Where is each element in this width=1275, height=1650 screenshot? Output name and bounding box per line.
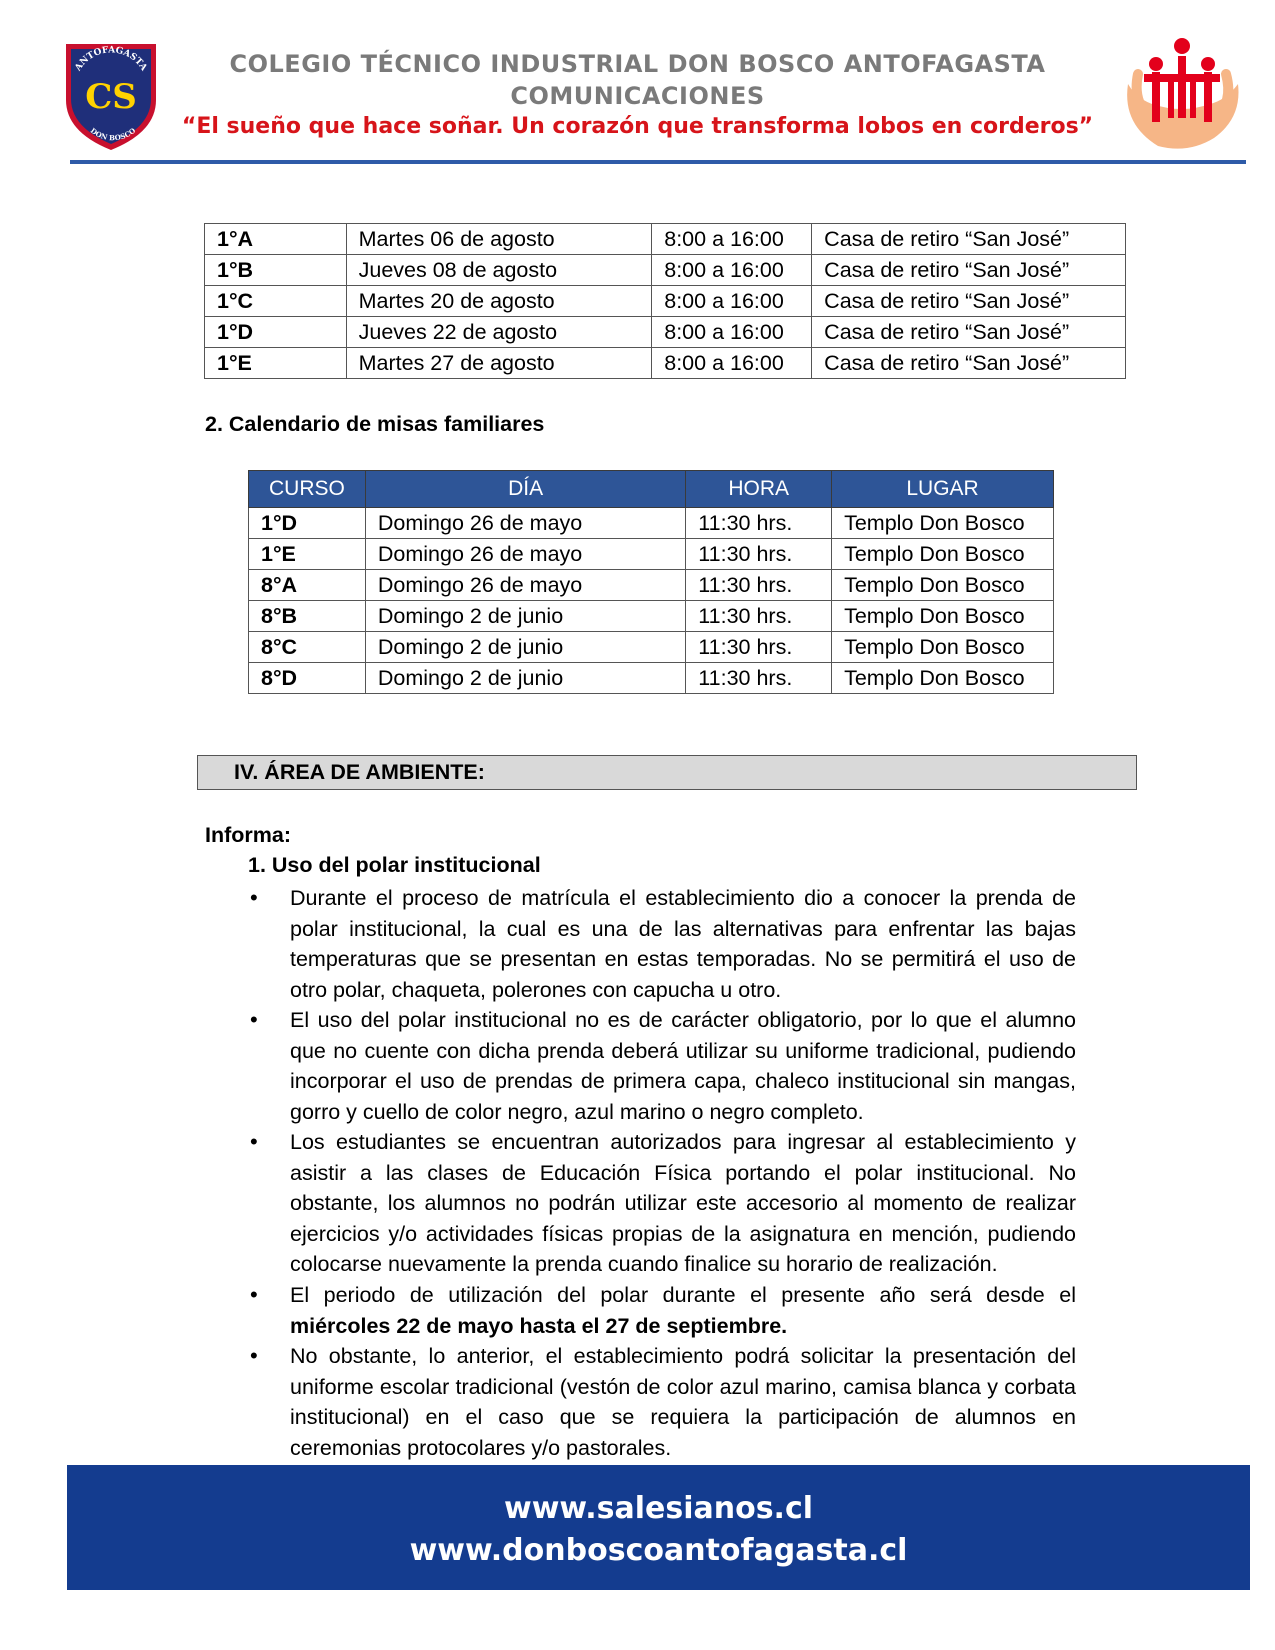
cell-place: Templo Don Bosco: [832, 632, 1054, 663]
cell-time: 8:00 a 16:00: [652, 255, 812, 286]
cell-course: 1°C: [205, 286, 347, 317]
bullet-icon: •: [250, 1007, 258, 1032]
retreat-schedule-table: [204, 223, 1126, 379]
cell-place: Casa de retiro “San José”: [812, 286, 1126, 317]
cell-time: 8:00 a 16:00: [652, 348, 812, 379]
header-course: CURSO: [249, 471, 366, 508]
cell-time: 11:30 hrs.: [686, 632, 832, 663]
crest-top-text: ANTOFAGASTA: [73, 45, 149, 73]
cell-course: 8°D: [249, 663, 366, 694]
bullet-text: Durante el proceso de matrícula el establecimiento dio a conocer la prenda de polar institucional, la cual es una de las alternativas para enfrentar las bajas temperaturas que se presentan en estas temporadas. No se permitirá el uso de otro polar, chaqueta, polerones con capucha u otro.: [290, 886, 1076, 1002]
bullet-icon: •: [250, 1343, 258, 1368]
section-title: IV. ÁREA DE AMBIENTE:: [234, 760, 485, 784]
cell-time: 8:00 a 16:00: [652, 286, 812, 317]
misas-heading: 2. Calendario de misas familiares: [205, 412, 545, 436]
cell-course: 8°A: [249, 570, 366, 601]
department-name: COMUNICACIONES: [510, 82, 765, 110]
table-row: [249, 601, 1054, 632]
salesian-family-logo: [1118, 34, 1246, 154]
cell-place: Templo Don Bosco: [832, 601, 1054, 632]
table-row: [205, 224, 1126, 255]
cell-course: 1°A: [205, 224, 347, 255]
cell-course: 1°E: [205, 348, 347, 379]
footer-link-salesianos[interactable]: www.salesianos.cl: [503, 1491, 814, 1526]
cell-place: Casa de retiro “San José”: [812, 255, 1126, 286]
cell-place: Templo Don Bosco: [832, 508, 1054, 539]
cell-day: Domingo 2 de junio: [365, 632, 685, 663]
table-row: [205, 317, 1126, 348]
table-row: [249, 539, 1054, 570]
cell-time: 8:00 a 16:00: [652, 317, 812, 348]
table-row: [205, 255, 1126, 286]
table-row: [249, 663, 1054, 694]
cell-course: 8°B: [249, 601, 366, 632]
informa-label: Informa:: [205, 823, 291, 847]
cell-day: Jueves 08 de agosto: [346, 255, 652, 286]
cell-place: Templo Don Bosco: [832, 570, 1054, 601]
crest-bottom-text: DON BOSCO: [88, 125, 138, 143]
cell-place: Casa de retiro “San José”: [812, 224, 1126, 255]
header-time: HORA: [686, 471, 832, 508]
header-place: LUGAR: [832, 471, 1054, 508]
school-name: COLEGIO TÉCNICO INDUSTRIAL DON BOSCO ANTOFAGASTA: [229, 50, 1046, 78]
cell-course: 1°D: [249, 508, 366, 539]
cell-course: 1°E: [249, 539, 366, 570]
cell-time: 11:30 hrs.: [686, 539, 832, 570]
cell-time: 11:30 hrs.: [686, 663, 832, 694]
cell-day: Domingo 26 de mayo: [365, 508, 685, 539]
bullet-text: [290, 1280, 1076, 1341]
header-day: DÍA: [365, 471, 685, 508]
table-row: [249, 508, 1054, 539]
bullet-text: Los estudiantes se encuentran autorizados para ingresar al establecimiento y asistir a las clases de Educación Física portando el polar institucional. No obstante, los alumnos no podrán utilizar este accesorio al momento de realizar ejercicios y/o actividades físicas propias de la asignatura en mención, pudiendo colocarse nuevamente la prenda cuando finalice su horario de realización.: [290, 1130, 1076, 1276]
cell-course: 1°B: [205, 255, 347, 286]
cell-place: Templo Don Bosco: [832, 663, 1054, 694]
cell-time: 11:30 hrs.: [686, 508, 832, 539]
table-row: [205, 348, 1126, 379]
cell-day: Jueves 22 de agosto: [346, 317, 652, 348]
bullet-text-regular: El periodo de utilización del polar durante el presente año será desde el: [290, 1283, 1076, 1307]
cell-day: Martes 20 de agosto: [346, 286, 652, 317]
misas-schedule-table: [248, 470, 1054, 694]
bullet-text: No obstante, lo anterior, el establecimiento podrá solicitar la presentación del uniforme escolar tradicional (vestón de color azul marino, camisa blanca y corbata institucional) en el caso que se requiera la participación de alumnos en ceremonias protocolares y/o pastorales.: [290, 1344, 1076, 1460]
cell-day: Domingo 2 de junio: [365, 663, 685, 694]
cell-course: 1°D: [205, 317, 347, 348]
school-motto: “El sueño que hace soñar. Un corazón que transforma lobos en corderos”: [181, 114, 1094, 139]
cell-day: Martes 06 de agosto: [346, 224, 652, 255]
cell-day: Domingo 2 de junio: [365, 601, 685, 632]
table-row: [249, 570, 1054, 601]
table-row: [249, 632, 1054, 663]
cell-time: 11:30 hrs.: [686, 601, 832, 632]
table-row: [205, 286, 1126, 317]
footer-banner: [67, 1465, 1250, 1590]
cell-course: 8°C: [249, 632, 366, 663]
bullet-text-bold: miércoles 22 de mayo hasta el 27 de septiembre.: [290, 1313, 788, 1338]
bullet-icon: •: [250, 885, 258, 910]
cell-day: Domingo 26 de mayo: [365, 539, 685, 570]
bullet-text: El uso del polar institucional no es de carácter obligatorio, por lo que el alumno que no cuente con dicha prenda deberá utilizar su uniforme tradicional, pudiendo incorporar el uso de prendas de primera capa, chaleco institucional sin mangas, gorro y cuello de color negro, azul marino o negro completo.: [290, 1008, 1076, 1124]
footer-link-donbosco[interactable]: www.donboscoantofagasta.cl: [409, 1533, 908, 1568]
crest-monogram: CS: [85, 77, 137, 117]
header-divider: [70, 160, 1246, 164]
cell-place: Casa de retiro “San José”: [812, 317, 1126, 348]
bullet-icon: •: [250, 1129, 258, 1154]
cell-day: Domingo 26 de mayo: [365, 570, 685, 601]
cell-time: 11:30 hrs.: [686, 570, 832, 601]
cell-day: Martes 27 de agosto: [346, 348, 652, 379]
item-title: 1. Uso del polar institucional: [248, 853, 541, 877]
table-header-row: [249, 471, 1054, 508]
cell-place: Casa de retiro “San José”: [812, 348, 1126, 379]
cell-place: Templo Don Bosco: [832, 539, 1054, 570]
bullet-icon: •: [250, 1282, 258, 1307]
cell-time: 8:00 a 16:00: [652, 224, 812, 255]
